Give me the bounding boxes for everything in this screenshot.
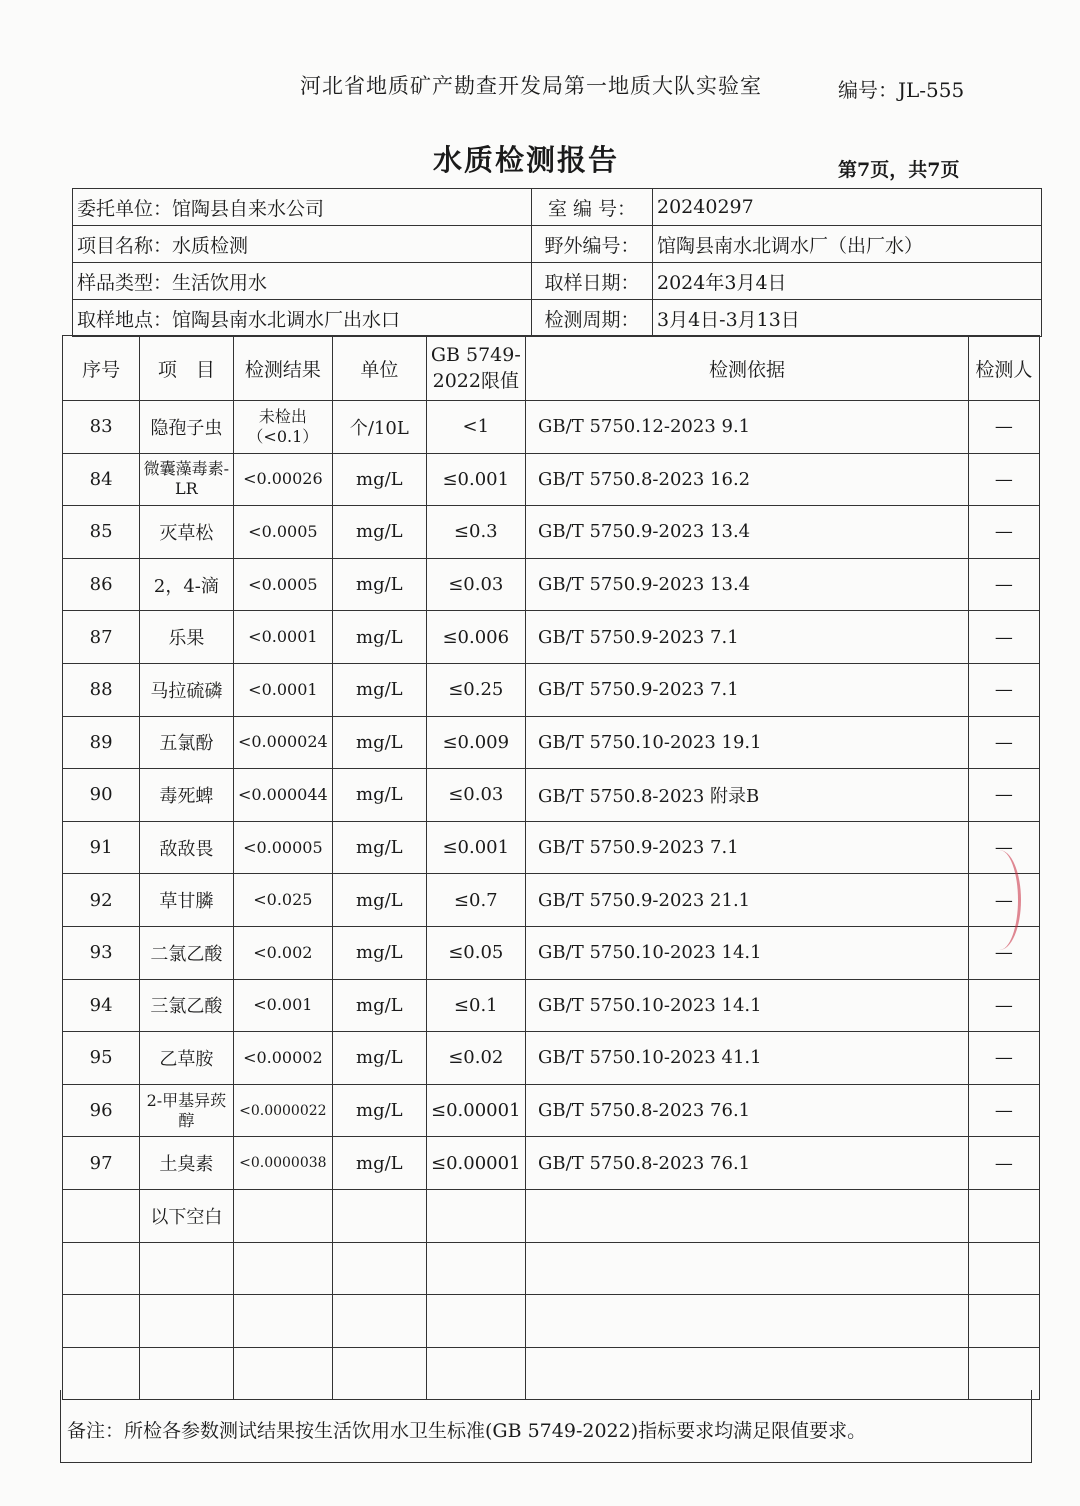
cell-item: 五氯酚	[140, 716, 233, 769]
cell-unit: mg/L	[333, 506, 426, 559]
blank-cell	[140, 1242, 233, 1295]
field-no-label: 野外编号：	[532, 226, 653, 263]
cell-tester: —	[968, 506, 1039, 559]
blank-row	[63, 1295, 1040, 1348]
cell-unit: mg/L	[333, 874, 426, 927]
cell-result: <0.00002	[233, 1032, 333, 1085]
cell-item: 微囊藻毒素-LR	[140, 453, 233, 506]
cell-method: GB/T 5750.9-2023 7.1	[526, 821, 969, 874]
cell-tester: —	[968, 1032, 1039, 1085]
table-row	[63, 401, 1040, 454]
cell-limit: ≤0.00001	[426, 1084, 526, 1137]
blank-cell	[63, 1242, 140, 1295]
cell-seq: 94	[63, 979, 140, 1032]
cell-method: GB/T 5750.10-2023 19.1	[526, 716, 969, 769]
cell-result: <0.002	[233, 926, 333, 979]
cell-method: GB/T 5750.8-2023 16.2	[526, 453, 969, 506]
col-limit: GB 5749-2022限值	[426, 336, 526, 401]
cell-method: GB/T 5750.9-2023 7.1	[526, 663, 969, 716]
cell-unit: mg/L	[333, 1137, 426, 1190]
cell-result: <0.00026	[233, 453, 333, 506]
blank-cell	[333, 1242, 426, 1295]
org-name: 河北省地质矿产勘查开发局第一地质大队实验室	[300, 74, 762, 98]
signature-mark	[978, 850, 1021, 950]
cell-item: 毒死蜱	[140, 769, 233, 822]
cell-seq: 88	[63, 663, 140, 716]
period-label: 检测周期：	[532, 300, 653, 337]
cell-seq: 93	[63, 926, 140, 979]
table-row	[63, 926, 1040, 979]
blank-cell	[63, 1295, 140, 1348]
cell-result: <0.0000038	[233, 1137, 333, 1190]
cell-item: 灭草松	[140, 506, 233, 559]
cell-method: GB/T 5750.8-2023 76.1	[526, 1084, 969, 1137]
cell-method: GB/T 5750.10-2023 14.1	[526, 926, 969, 979]
location-label: 取样地点：	[77, 308, 173, 331]
blank-cell	[333, 1295, 426, 1348]
cell-result: <0.0005	[233, 558, 333, 611]
cell-tester: —	[968, 821, 1039, 874]
project-value: 水质检测	[172, 234, 249, 257]
project-label: 项目名称：	[77, 234, 173, 257]
cell-seq: 87	[63, 611, 140, 664]
blank-row	[63, 1189, 1040, 1242]
cell-tester: —	[968, 453, 1039, 506]
cell-tester: —	[968, 1084, 1039, 1137]
cell-result: <0.0005	[233, 506, 333, 559]
cell-item: 三氯乙酸	[140, 979, 233, 1032]
cell-tester: —	[968, 716, 1039, 769]
col-seq: 序号	[63, 336, 140, 401]
cell-tester: —	[968, 926, 1039, 979]
blank-cell	[426, 1242, 526, 1295]
remark-box	[60, 1390, 1032, 1463]
cell-limit: ≤0.05	[426, 926, 526, 979]
sample-type-cell	[73, 263, 532, 300]
cell-limit: ≤0.00001	[426, 1137, 526, 1190]
cell-method: GB/T 5750.10-2023 14.1	[526, 979, 969, 1032]
cell-unit: mg/L	[333, 1084, 426, 1137]
cell-unit: mg/L	[333, 1032, 426, 1085]
document-number: 编号：JL-555	[838, 78, 965, 102]
blank-cell	[426, 1189, 526, 1242]
client-value: 馆陶县自来水公司	[172, 197, 325, 220]
table-row	[63, 716, 1040, 769]
cell-unit: mg/L	[333, 926, 426, 979]
blank-note: 以下空白	[140, 1189, 233, 1242]
cell-result: <0.0001	[233, 611, 333, 664]
cell-unit: mg/L	[333, 979, 426, 1032]
location-cell	[73, 300, 532, 337]
cell-limit: ≤0.1	[426, 979, 526, 1032]
cell-unit: mg/L	[333, 821, 426, 874]
cell-seq: 85	[63, 506, 140, 559]
cell-limit: ≤0.009	[426, 716, 526, 769]
cell-limit: ≤0.02	[426, 1032, 526, 1085]
cell-item: 隐孢子虫	[140, 401, 233, 454]
cell-tester: —	[968, 401, 1039, 454]
cell-method: GB/T 5750.9-2023 13.4	[526, 506, 969, 559]
project-cell	[73, 226, 532, 263]
cell-tester: —	[968, 1137, 1039, 1190]
cell-seq: 86	[63, 558, 140, 611]
period-value: 3月4日-3月13日	[653, 300, 1042, 337]
client-cell	[73, 189, 532, 226]
cell-item: 乙草胺	[140, 1032, 233, 1085]
cell-unit: mg/L	[333, 558, 426, 611]
cell-limit: <1	[426, 401, 526, 454]
cell-tester: —	[968, 874, 1039, 927]
blank-cell	[233, 1242, 333, 1295]
page-info: 第7页，共7页	[838, 159, 960, 181]
table-row	[63, 611, 1040, 664]
cell-item: 马拉硫磷	[140, 663, 233, 716]
results-table	[62, 335, 1040, 1400]
sample-date-label: 取样日期：	[532, 263, 653, 300]
table-row	[63, 979, 1040, 1032]
cell-unit: 个/10L	[333, 401, 426, 454]
blank-cell	[426, 1295, 526, 1348]
cell-unit: mg/L	[333, 453, 426, 506]
cell-seq: 92	[63, 874, 140, 927]
cell-result: <0.025	[233, 874, 333, 927]
table-row	[63, 1137, 1040, 1190]
cell-item: 乐果	[140, 611, 233, 664]
blank-cell	[63, 1189, 140, 1242]
blank-cell	[526, 1295, 969, 1348]
blank-cell	[233, 1295, 333, 1348]
cell-result: <0.000024	[233, 716, 333, 769]
cell-tester: —	[968, 979, 1039, 1032]
cell-item: 2，4-滴	[140, 558, 233, 611]
cell-limit: ≤0.006	[426, 611, 526, 664]
table-row	[63, 1032, 1040, 1085]
cell-limit: ≤0.7	[426, 874, 526, 927]
cell-seq: 90	[63, 769, 140, 822]
table-row	[63, 769, 1040, 822]
cell-result: <0.0000022	[233, 1084, 333, 1137]
cell-method: GB/T 5750.9-2023 13.4	[526, 558, 969, 611]
cell-seq: 84	[63, 453, 140, 506]
table-row	[63, 1084, 1040, 1137]
cell-method: GB/T 5750.12-2023 9.1	[526, 401, 969, 454]
blank-cell	[968, 1189, 1039, 1242]
cell-limit: ≤0.001	[426, 453, 526, 506]
col-method: 检测依据	[526, 336, 969, 401]
cell-seq: 97	[63, 1137, 140, 1190]
sample-date-value: 2024年3月4日	[653, 263, 1042, 300]
sample-type-label: 样品类型：	[77, 271, 173, 294]
cell-seq: 91	[63, 821, 140, 874]
cell-item: 敌敌畏	[140, 821, 233, 874]
cell-result: <0.00005	[233, 821, 333, 874]
cell-unit: mg/L	[333, 611, 426, 664]
cell-tester: —	[968, 558, 1039, 611]
cell-item: 二氯乙酸	[140, 926, 233, 979]
col-unit: 单位	[333, 336, 426, 401]
blank-row	[63, 1242, 1040, 1295]
cell-limit: ≤0.03	[426, 769, 526, 822]
info-table	[72, 188, 1042, 337]
cell-unit: mg/L	[333, 663, 426, 716]
col-tester: 检测人	[968, 336, 1039, 401]
cell-limit: ≤0.25	[426, 663, 526, 716]
cell-seq: 83	[63, 401, 140, 454]
cell-limit: ≤0.3	[426, 506, 526, 559]
blank-cell	[968, 1295, 1039, 1348]
table-row	[63, 506, 1040, 559]
blank-cell	[526, 1242, 969, 1295]
cell-method: GB/T 5750.9-2023 7.1	[526, 611, 969, 664]
blank-cell	[140, 1295, 233, 1348]
cell-item: 2-甲基异莰醇	[140, 1084, 233, 1137]
lab-no-value: 20240297	[653, 189, 1042, 226]
cell-unit: mg/L	[333, 769, 426, 822]
table-row	[63, 821, 1040, 874]
cell-result: <0.000044	[233, 769, 333, 822]
cell-seq: 89	[63, 716, 140, 769]
cell-item: 土臭素	[140, 1137, 233, 1190]
cell-seq: 96	[63, 1084, 140, 1137]
cell-method: GB/T 5750.8-2023 附录B	[526, 769, 969, 822]
col-item: 项 目	[140, 336, 233, 401]
cell-method: GB/T 5750.9-2023 21.1	[526, 874, 969, 927]
cell-seq: 95	[63, 1032, 140, 1085]
table-row	[63, 874, 1040, 927]
blank-cell	[968, 1242, 1039, 1295]
cell-tester: —	[968, 611, 1039, 664]
cell-tester: —	[968, 663, 1039, 716]
cell-result: <0.0001	[233, 663, 333, 716]
cell-limit: ≤0.03	[426, 558, 526, 611]
report-title: 水质检测报告	[433, 143, 620, 177]
cell-method: GB/T 5750.8-2023 76.1	[526, 1137, 969, 1190]
client-label: 委托单位：	[77, 197, 173, 220]
col-result: 检测结果	[233, 336, 333, 401]
field-no-value: 馆陶县南水北调水厂（出厂水）	[653, 226, 1042, 263]
blank-cell	[526, 1189, 969, 1242]
table-row	[63, 663, 1040, 716]
table-row	[63, 558, 1040, 611]
cell-item: 草甘膦	[140, 874, 233, 927]
cell-tester: —	[968, 769, 1039, 822]
cell-result: 未检出（<0.1）	[233, 401, 333, 454]
table-header-row	[63, 336, 1040, 401]
cell-limit: ≤0.001	[426, 821, 526, 874]
remark-text: 备注：所检各参数测试结果按生活饮用水卫生标准(GB 5749-2022)指标要求均满足限值要求。	[67, 1420, 867, 1442]
sample-type-value: 生活饮用水	[172, 271, 268, 294]
blank-cell	[233, 1189, 333, 1242]
location-value: 馆陶县南水北调水厂出水口	[172, 308, 401, 331]
blank-cell	[333, 1189, 426, 1242]
cell-unit: mg/L	[333, 716, 426, 769]
lab-no-label: 室 编 号：	[532, 189, 653, 226]
cell-method: GB/T 5750.10-2023 41.1	[526, 1032, 969, 1085]
cell-result: <0.001	[233, 979, 333, 1032]
table-row	[63, 453, 1040, 506]
